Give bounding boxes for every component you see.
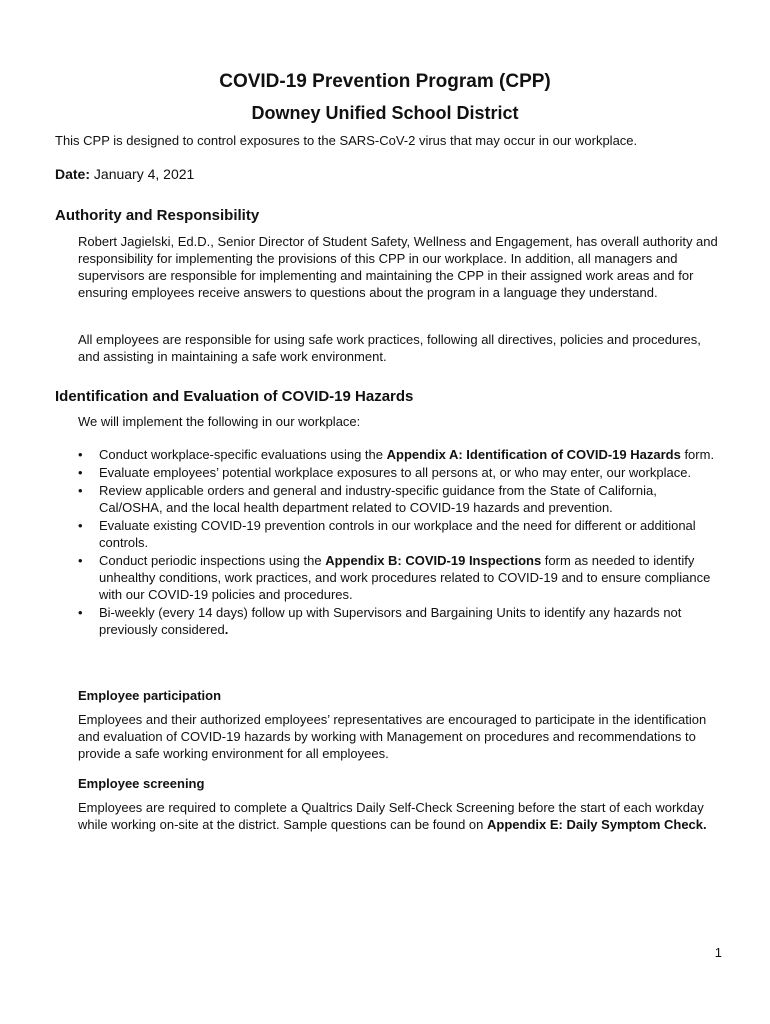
hazards-lead: We will implement the following in our workplace: (78, 414, 361, 429)
list-item-period: . (224, 622, 229, 638)
bullet-glyph: • (78, 482, 83, 498)
list-item-text: Evaluate existing COVID-19 prevention controls in our workplace and the need for different or additional controls. (99, 517, 696, 550)
list-item (78, 446, 718, 463)
list-item-text: Conduct workplace-specific evaluations using the (99, 447, 387, 462)
bullet-glyph: • (78, 464, 83, 480)
list-item-text: Evaluate employees’ potential workplace exposures to all persons at, or who may enter, our workplace. (99, 464, 692, 480)
hazards-heading: Identification and Evaluation of COVID-19 Hazards (55, 388, 414, 405)
authority-heading: Authority and Responsibility (55, 207, 260, 224)
list-item (78, 604, 718, 639)
date-line (55, 166, 194, 182)
hazards-list (78, 446, 718, 639)
bullet-glyph: • (78, 517, 83, 533)
document-title: COVID-19 Prevention Program (CPP) (219, 71, 551, 92)
bullet-glyph: • (78, 605, 83, 621)
appendix-b-reference: Appendix B: COVID-19 Inspections (325, 552, 542, 568)
intro-text: This CPP is designed to control exposures to the SARS-CoV-2 virus that may occur in our workplace. (55, 133, 638, 148)
list-item-text: Review applicable orders and general and industry-specific guidance from the State of California, Cal/OSHA, and the local health department related to COVID-19 hazards and prevention. (99, 482, 657, 515)
date-label: Date: (55, 166, 91, 182)
list-item (78, 464, 718, 481)
appendix-a-reference: Appendix A: Identification of COVID-19 Hazards (386, 447, 681, 462)
authority-paragraph-2: All employees are responsible for using safe work practices, following all directives, policies and procedures, and assisting in maintaining a safe work environment. (78, 332, 701, 364)
list-item (78, 482, 718, 517)
list-item-text: Bi-weekly (every 14 days) follow up with Supervisors and Bargaining Units to identify any hazards not previously considered (99, 605, 682, 638)
list-item (78, 517, 718, 552)
authority-paragraph-1: Robert Jagielski, Ed.D., Senior Director of Student Safety, Wellness and Engagement, has overall authority and responsibility for implementing the provisions of this CPP in our workplace. In addition, all managers and supervisors are responsible for implementing and maintaining the CPP in their assigned work areas and for ensuring employees receive answers to questions about the program in a language they understand. (78, 234, 718, 300)
screening-text-body: Employees are required to complete a Qualtrics Daily Self-Check Screening before the start of each workday while working on-site at the district. Sample questions can be found on (78, 800, 704, 832)
list-item-text: form. (680, 447, 715, 462)
participation-text: Employees and their authorized employees’ representatives are encouraged to participate in the identification and evaluation of COVID-19 hazards by working with Management on procedures and recommendations to provide a safe working environment for all employees. (78, 712, 707, 761)
participation-heading: Employee participation (78, 688, 222, 703)
screening-heading: Employee screening (78, 776, 205, 791)
bullet-glyph: • (78, 447, 83, 462)
list-item-text: Conduct periodic inspections using the (99, 552, 326, 568)
document-subtitle: Downey Unified School District (251, 103, 519, 123)
bullet-glyph: • (78, 552, 83, 568)
list-item-text: form as needed to identify unhealthy conditions, work practices, and work procedures related to COVID-19 and to ensure compliance with our COVID-19 policies and procedures. (99, 552, 711, 603)
appendix-e-reference: Appendix E: Daily Symptom Check. (487, 817, 707, 832)
date-value: January 4, 2021 (93, 166, 195, 182)
screening-text (78, 799, 718, 833)
page-number: 1 (714, 945, 722, 960)
list-item (78, 552, 718, 604)
